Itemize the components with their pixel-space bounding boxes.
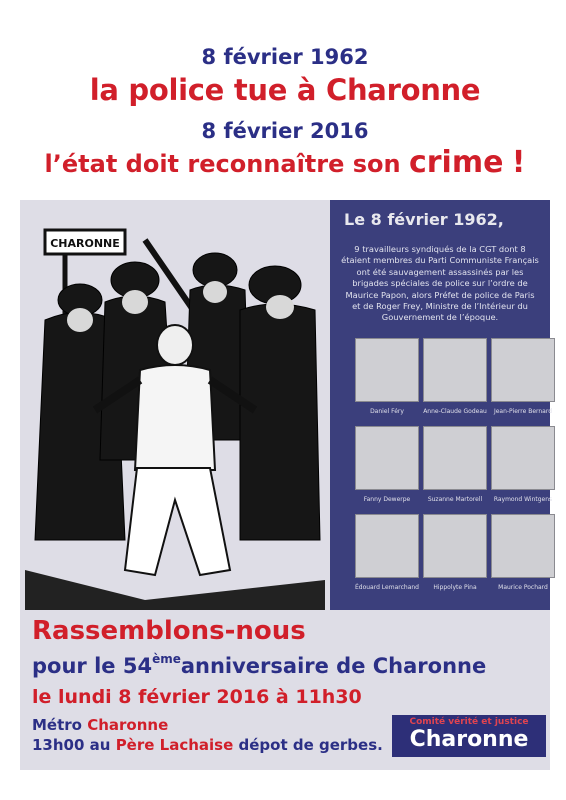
victim-photo (423, 514, 487, 578)
police-illustration (25, 210, 325, 610)
street-sign-text: CHARONNE (50, 237, 120, 250)
victim-name: Anne-Claude Godeau (423, 408, 487, 415)
anniversary-pre: pour le 54 (32, 654, 153, 678)
victim-photo (491, 338, 555, 402)
victim-photo (423, 338, 487, 402)
history-text: 9 travailleurs syndiqués de la CGT dont 8 étaient membres du Parti Communiste Français ont été sauvagement assassinés par les brigades spéciales de police sur l’ordre de Maurice Papon, alors Préfet de police de Paris et de Roger Frey, Ministre de l’Intérieur du Gouvernement de l’époque. (341, 244, 539, 323)
metro-line (32, 716, 168, 734)
victim-name: Hippolyte Pina (433, 584, 477, 591)
victim-name: Fanny Dewerpe (363, 496, 411, 503)
victim-name: Raymond Wintgens (493, 496, 553, 503)
history-panel (330, 200, 553, 610)
poster (20, 35, 553, 770)
rally-call: Rassemblons-nous (32, 616, 306, 646)
metro-label: Métro (32, 716, 82, 734)
wreath-line (32, 736, 383, 754)
headline-state-text: l’état doit reconnaître son (44, 150, 401, 178)
victim-photo (491, 514, 555, 578)
wreath-time: 13h00 au (32, 736, 111, 754)
poster-body (20, 200, 553, 770)
victim-name: Daniel Féry (370, 408, 404, 415)
victim-name: Jean-Pierre Bernard (493, 408, 553, 415)
event-date: le lundi 8 février 2016 à 11h30 (32, 686, 362, 708)
victim-name: Suzanne Martorell (427, 496, 483, 503)
victim-photo (355, 426, 419, 490)
victim-name: Maurice Pochard (498, 584, 548, 591)
wreath-action: dépot de gerbes. (238, 736, 383, 754)
metro-station: Charonne (87, 716, 169, 734)
victim-photo (355, 514, 419, 578)
wreath-place: Père Lachaise (115, 736, 234, 754)
history-heading: Le 8 février 1962, (344, 210, 504, 229)
headline-exclamation: ! (511, 145, 526, 180)
victim-photo (423, 426, 487, 490)
headline-crime-word: crime (408, 145, 504, 180)
anniversary-post: anniversaire de Charonne (180, 654, 487, 678)
headline-police: la police tue à Charonne (89, 73, 481, 107)
committee-logo (392, 715, 546, 757)
date-1962: 8 février 1962 (201, 45, 369, 69)
committee-logo-name: Charonne (409, 727, 529, 752)
date-2016: 8 février 2016 (201, 119, 369, 143)
victim-photo (491, 426, 555, 490)
anniversary-sup: ème (152, 652, 181, 666)
victim-photo (355, 338, 419, 402)
victim-name: Édouard Lemarchand (354, 584, 419, 591)
anniversary-line (32, 652, 486, 678)
committee-logo-top: Comité vérité et justice (409, 717, 529, 727)
headline-state (20, 145, 550, 180)
